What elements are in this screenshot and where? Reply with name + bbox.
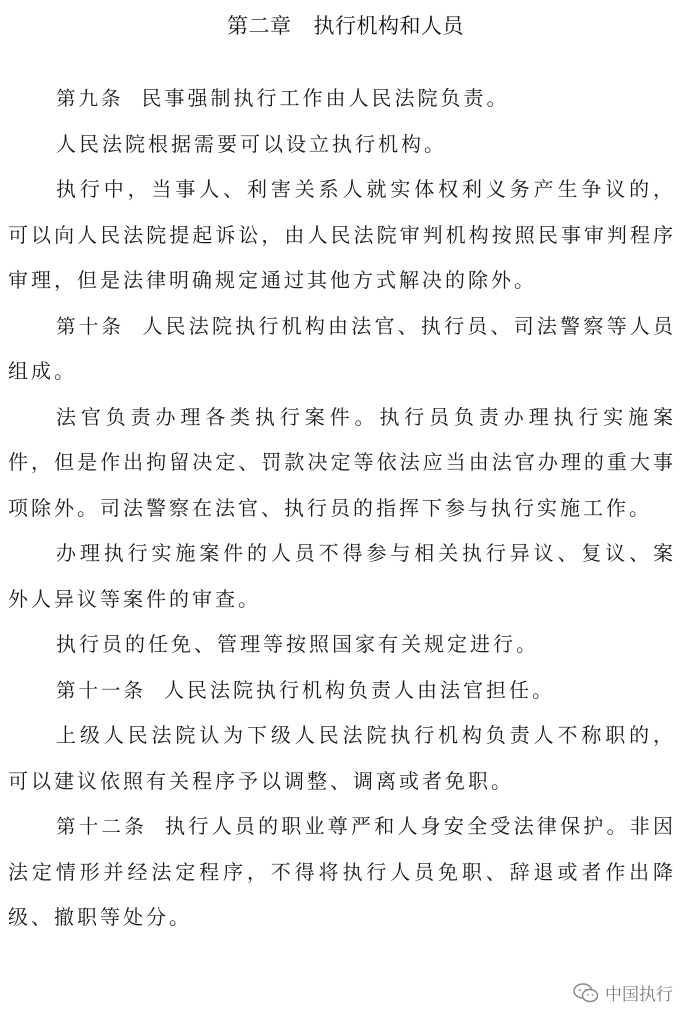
article-paragraph <box>8 304 676 395</box>
watermark <box>573 980 673 1005</box>
article-paragraph <box>8 668 676 714</box>
paragraph-text: 人民法院执行机构负责人由法官担任。 <box>164 677 556 702</box>
paragraph-text: 人民法院根据需要可以设立执行机构。 <box>56 131 447 156</box>
paragraph <box>8 167 676 304</box>
article-number: 第十二条 <box>56 815 147 838</box>
article-number: 第十一条 <box>56 678 147 702</box>
wechat-icon <box>573 982 599 1004</box>
chapter-number: 第二章 <box>227 14 292 38</box>
chapter-title: 执行机构和人员 <box>313 14 464 38</box>
paragraph-text: 执行中，当事人、利害关系人就实体权利义务产生争议的，可以向人民法院提起诉讼，由人民法院审判机构按照民事审判程序审理，但是法律明确规定通过其他方式解决的除外。 <box>8 177 676 292</box>
paragraph <box>8 395 676 532</box>
article-number: 第十条 <box>56 314 125 338</box>
paragraph-text: 办理执行实施案件的人员不得参与相关执行异议、复议、案外人异议等案件的审查。 <box>8 541 676 611</box>
article-paragraph <box>8 804 676 941</box>
paragraph-text: 执行员的任免、管理等按照国家有关规定进行。 <box>56 632 539 656</box>
paragraph <box>8 531 676 622</box>
paragraph <box>8 713 676 804</box>
paragraph <box>8 622 676 668</box>
chapter-heading <box>0 10 691 40</box>
paragraph-text: 法官负责办理各类执行案件。执行员负责办理执行实施案件，但是作出拘留决定、罚款决定等依法应当由法官办理的重大事项除外。司法警察在法官、执行员的指挥下参与执行实施工作。 <box>8 404 676 520</box>
paragraph-text: 上级人民法院认为下级人民法院执行机构负责人不称职的，可以建议依照有关程序予以调整、调离或者免职。 <box>8 723 676 793</box>
watermark-text: 中国执行 <box>605 985 673 1005</box>
paragraph <box>8 122 676 168</box>
paragraph-text: 民事强制执行工作由人民法院负责。 <box>141 86 510 110</box>
document-body <box>8 76 676 941</box>
article-number: 第九条 <box>56 87 124 110</box>
article-paragraph <box>8 76 676 122</box>
paragraph-text: 人民法院执行机构由法官、执行员、司法警察等人员组成。 <box>8 313 676 383</box>
paragraph-text: 执行人员的职业尊严和人身安全受法律保护。非因法定情形并经法定程序，不得将执行人员免职、辞退或者作出降级、撤职等处分。 <box>8 814 676 929</box>
